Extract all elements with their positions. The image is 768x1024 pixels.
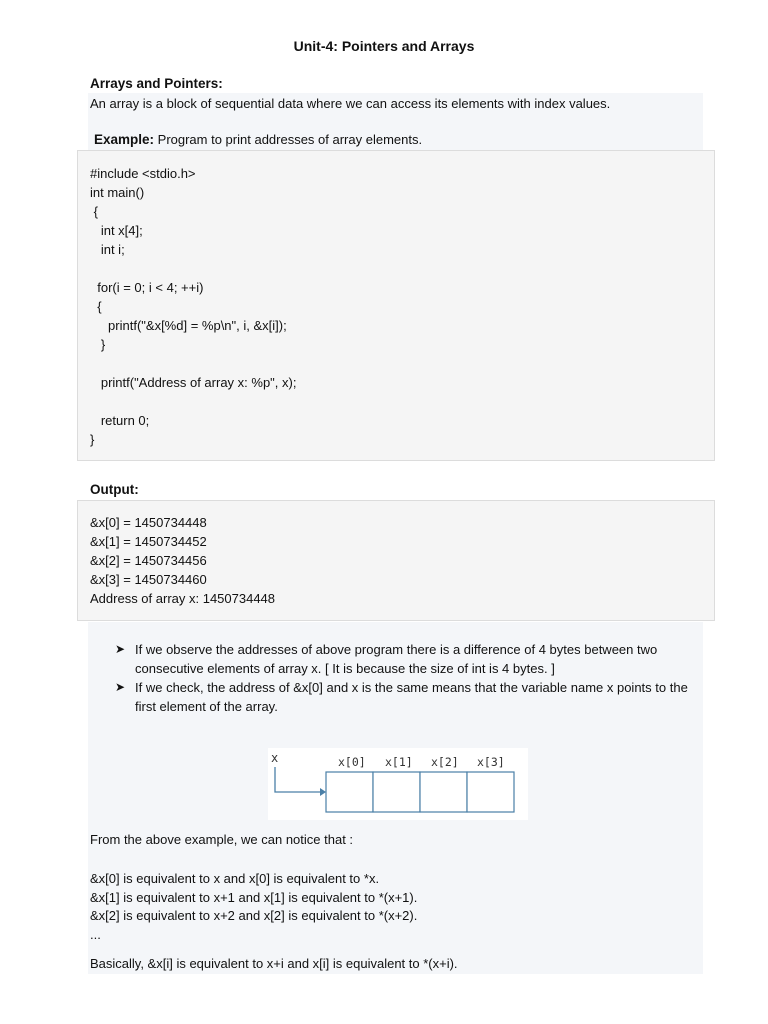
code-line: #include <stdio.h>	[90, 166, 196, 181]
list-item: &x[0] is equivalent to x and x[0] is equivalent to *x.	[90, 871, 380, 886]
bullet-list	[115, 640, 705, 716]
output-line: Address of array x: 1450734448	[90, 591, 276, 606]
intro-paragraph: An array is a block of sequential data where we can access its elements with index values.	[90, 96, 611, 111]
code-line: int main()	[90, 185, 145, 200]
bullet-text: If we observe the addresses of above program there is a difference of 4 bytes between two consecutive elements of array x. [ It is because the size of int is 4 bytes. ]	[135, 642, 658, 676]
list-item: ...	[90, 926, 101, 942]
output-block	[77, 500, 715, 621]
list-item: &x[1] is equivalent to x+1 and x[1] is equivalent to *(x+1).	[90, 889, 418, 905]
cell-label-2: x[2]	[431, 755, 459, 769]
example-label: Example:	[94, 132, 155, 147]
array-memory-diagram	[268, 748, 528, 820]
code-line: for(i = 0; i < 4; ++i)	[90, 280, 204, 295]
bullet-text: If we check, the address of &x[0] and x is the same means that the variable name x points to the first element of the array.	[135, 680, 688, 714]
code-line: printf("Address of array x: %p", x);	[90, 375, 297, 390]
code-line: int i;	[90, 242, 125, 257]
output-line: &x[2] = 1450734456	[90, 553, 207, 568]
example-text: Program to print addresses of array elements.	[154, 132, 423, 147]
array-cell	[326, 772, 373, 812]
array-cell	[467, 772, 514, 812]
code-line: }	[90, 337, 106, 352]
summary-text: Basically, &x[i] is equivalent to x+i and x[i] is equivalent to *(x+i).	[90, 956, 458, 971]
equivalence-list	[90, 870, 417, 944]
cell-label-3: x[3]	[477, 755, 505, 769]
page-title: Unit-4: Pointers and Arrays	[293, 38, 475, 54]
list-item	[115, 640, 705, 678]
code-line: }	[90, 432, 95, 447]
output-line: &x[0] = 1450734448	[90, 515, 207, 530]
arrow-bullet-icon: ➤	[115, 642, 126, 656]
list-item: &x[2] is equivalent to x+2 and x[2] is equivalent to *(x+2).	[90, 908, 418, 923]
output-line: &x[1] = 1450734452	[90, 534, 207, 549]
cell-label-1: x[1]	[385, 755, 413, 769]
code-line: {	[90, 299, 102, 314]
code-line: printf("&x[%d] = %p\n", i, &x[i]);	[90, 318, 287, 333]
code-block	[77, 150, 715, 461]
code-line: int x[4];	[90, 223, 143, 238]
section-heading: Arrays and Pointers:	[90, 76, 223, 91]
code-line: {	[90, 204, 98, 219]
notice-text: From the above example, we can notice that :	[90, 832, 354, 847]
arrow-bullet-icon: ➤	[115, 680, 126, 694]
pointer-label: x	[271, 751, 279, 765]
list-item	[115, 678, 705, 716]
array-cell	[420, 772, 467, 812]
cell-label-0: x[0]	[338, 755, 366, 769]
output-line: &x[3] = 1450734460	[90, 572, 207, 587]
example-line	[94, 132, 422, 147]
output-heading: Output:	[90, 482, 139, 497]
code-line: return 0;	[90, 413, 150, 428]
array-cell	[373, 772, 420, 812]
